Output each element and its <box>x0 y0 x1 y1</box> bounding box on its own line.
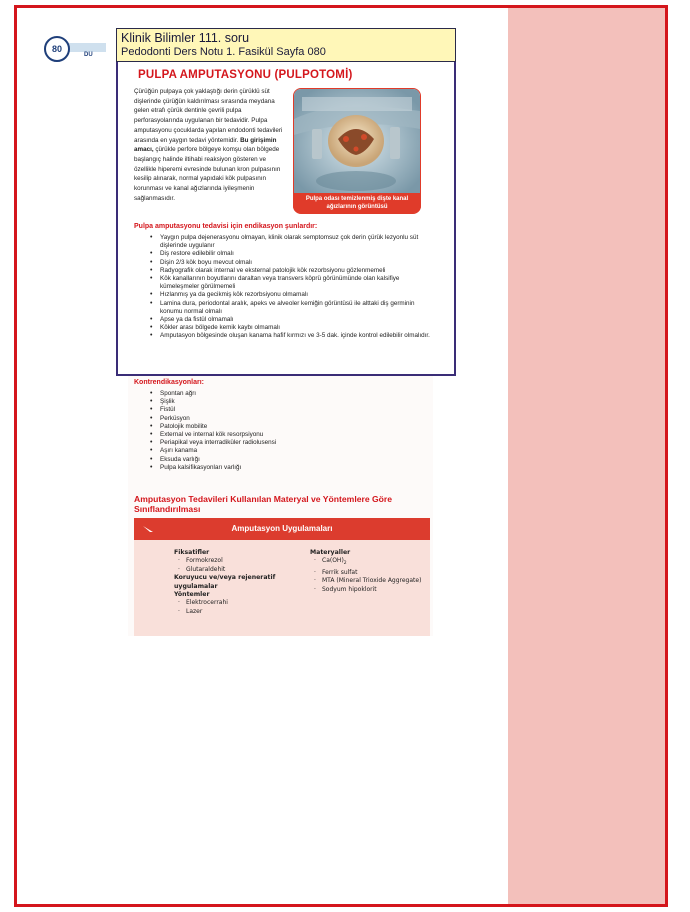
list-item: • Perküsyon <box>144 415 394 423</box>
list-item: · Glutaraldehit <box>174 566 314 574</box>
side-column <box>508 8 668 904</box>
methods-heading: Yöntemler <box>174 591 210 599</box>
materials-heading: Materyaller <box>310 549 351 556</box>
list-item: • Apse ya da fistül olmamalı <box>144 316 432 324</box>
list-item: • Fistül <box>144 406 394 414</box>
list-item: • Diş restore edilebilir olmalı <box>144 250 432 258</box>
list-item: • Patolojik mobilite <box>144 423 394 431</box>
classification-heading: Amputasyon Tedavileri Kullanılan Materyal ve Yöntemlere Göre Sınıflandırılması <box>134 494 393 514</box>
photo-caption: Pulpa odası temizlenmiş dişte kanal ağızlarının görüntüsü <box>293 193 421 213</box>
intro-text-1: Çürüğün pulpaya çok yaklaştığı derin çürüklü süt dişlerinde çürüğün kaldırılması sırasında meydana gelen etrafı çürük dentinle çevrili pulpa perforasyolarında uygulanan bir tedavidir. Pulpa amputasyonu çocuklarda yapılan endodonti tedavileri arasında en yaygın tedavi yöntemidir. <box>134 88 283 144</box>
list-item: • Yaygın pulpa dejenerasyonu olmayan, klinik olarak semptomsuz çok derin çürük lezyonlu süt dişlerinde uygulanır <box>144 234 432 250</box>
list-item: • Dişin 2/3 kök boyu mevcut olmalı <box>144 259 432 267</box>
indications-heading: Pulpa amputasyonu tedavisi için endikasyon şunlardır: <box>134 223 318 230</box>
contraindications-list <box>144 390 394 472</box>
table-title: Amputasyon Uygulamaları <box>231 524 333 533</box>
contraindications-heading: Kontrendikasyonları: <box>134 379 205 386</box>
section-title: PULPA AMPUTASYONU (PULPOTOMİ) <box>138 69 353 81</box>
list-item: · Sodyum hipoklorit <box>310 586 428 594</box>
list-item: • External ve internal kök resorpsiyonu <box>144 431 394 439</box>
intro-bold: Bu girişimin amacı, <box>134 136 277 154</box>
list-item: • Amputasyon bölgesinde oluşan kanama hafif kırmızı ve 3-5 dak. içinde kontrol edilebilir olmalıdır. <box>144 332 432 340</box>
tooth-image <box>294 89 420 197</box>
list-item: · MTA (Mineral Trioxide Aggregate) <box>310 577 428 585</box>
list-item: • Eksuda varlığı <box>144 456 394 464</box>
table-right-column <box>310 549 428 594</box>
list-item: • Kökler arası bölgede kemik kaybı olmamalı <box>144 324 432 332</box>
question-header <box>116 28 456 62</box>
regenerative-heading: Koruyucu ve/veya rejeneratif uygulamalar <box>174 574 276 590</box>
list-item: • Lamina dura, periodontal aralık, apeks ve alveoler kemiğin görüntüsü ile alttaki diş germinin konumu normal olmalı <box>144 300 432 316</box>
intro-paragraph <box>134 87 284 203</box>
list-item: · Formokrezol <box>174 557 314 565</box>
chapter-band: DU <box>66 43 106 52</box>
list-item: • Spontan ağrı <box>144 390 394 398</box>
fixatives-heading: Fiksatifler <box>174 549 210 556</box>
list-item: • Hızlanmış ya da gecikmiş kök rezorbsiyonu olmamalı <box>144 291 432 299</box>
table-left-column <box>174 549 314 616</box>
indications-list <box>144 234 432 341</box>
intro-text-2: çürükle perfore bölgeye komşu olan bölgede başlangıç halinde iltihabi reaksiyon gösteren ve özellikle hiperemi evresinde bulunan kron pulpasının kesilip alınarak, normal yapıdaki kök pulpasının korunması ve kanal ağızlarında iyileşmenin sağlanmasıdır. <box>134 146 281 202</box>
list-item: • Radyografik olarak internal ve eksternal patolojik kök rezorbsiyonu gözlenmemeli <box>144 267 432 275</box>
list-item: • Kök kanallarının boyutlarını daraltan veya transvers köprü görünümünde olan kalsifiye kümeleşmeler görülmemeli <box>144 275 432 291</box>
header-title: Klinik Bilimler 111. soru <box>121 31 250 45</box>
list-item: • Şişlik <box>144 398 394 406</box>
list-item: · Lazer <box>174 608 314 616</box>
amputation-table <box>134 518 430 636</box>
list-item: • Periapikal veya interradiküler radiolusensi <box>144 439 394 447</box>
table-header <box>134 518 430 540</box>
list-item: · Ferrik sulfat <box>310 569 428 577</box>
page-number: 80 <box>44 36 70 62</box>
list-item: · $Ca(OH)_2$ <box>310 557 428 569</box>
header-subtitle: Pedodonti Ders Notu 1. Fasikül Sayfa 080 <box>121 46 326 58</box>
list-item: · Elektrocerrahi <box>174 599 314 607</box>
scalpel-icon <box>143 525 153 533</box>
list-item: • Pulpa kalsifikasyonları varlığı <box>144 464 394 472</box>
list-item: • Aşırı kanama <box>144 447 394 455</box>
